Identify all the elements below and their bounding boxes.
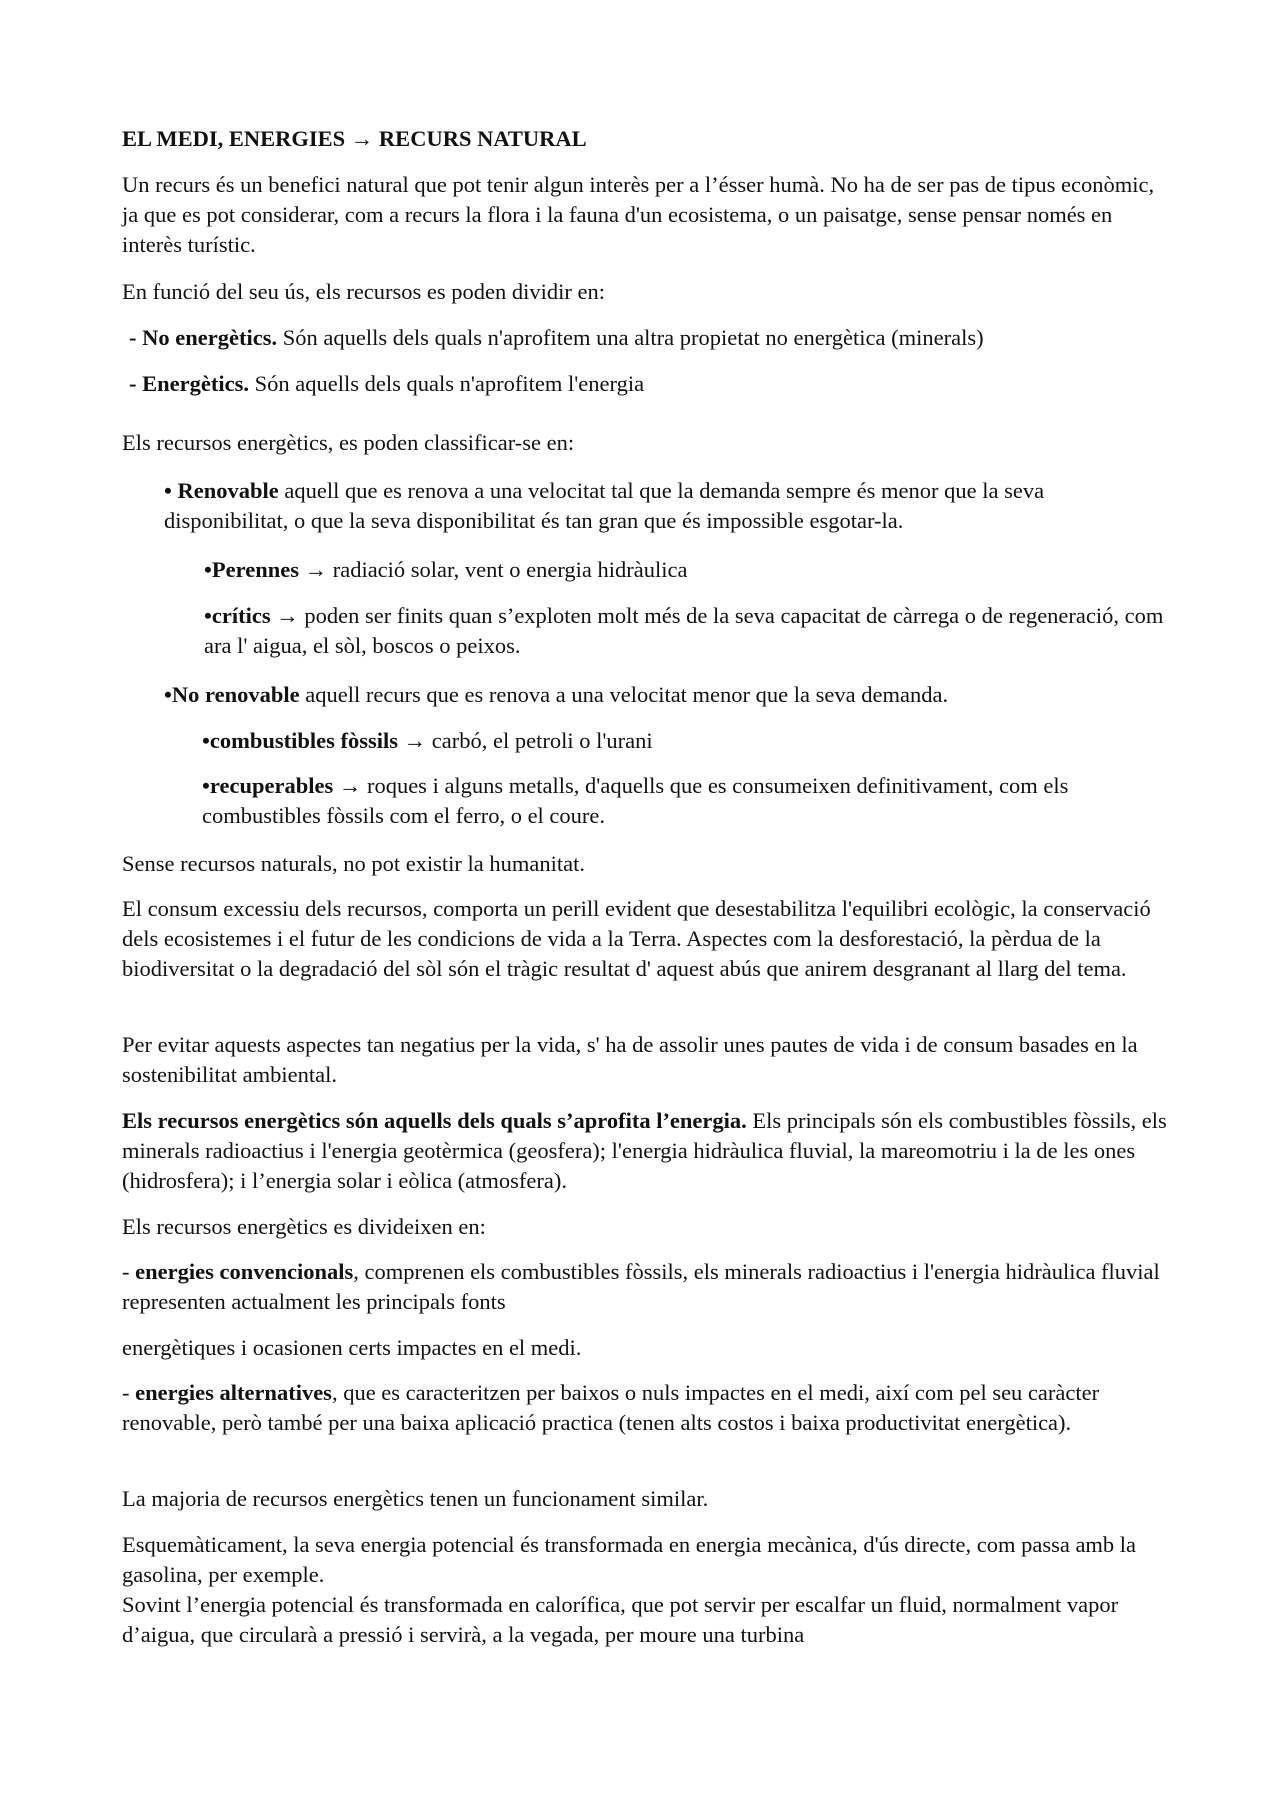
bullet-marker: • — [164, 478, 178, 503]
bullet-combustibles — [202, 726, 1174, 756]
text-renovable: aquell que es renova a una velocitat tal que la demanda sempre és menor que la seva disponibilitat, o que la seva disponibilitat és tan gran que és impossible esgotar-la. — [164, 478, 1045, 533]
list-item-energetics — [129, 369, 1174, 399]
bullet-critics — [204, 601, 1174, 661]
dash-marker: - — [129, 325, 143, 350]
term-convencionals: energies convencionals — [135, 1259, 354, 1284]
term-renovable: Renovable — [177, 478, 279, 503]
term-perennes: Perennes — [211, 557, 299, 582]
term-recuperables: recuperables — [209, 773, 334, 798]
term-alternatives: energies alternatives — [135, 1380, 332, 1405]
text-alternatives: , que es caracteritzen per baixos o nuls impactes en el medi, així com pel seu caràcter renovable, però també per una baixa aplicació practica (tenen alts costos i baixa productivitat energètica). — [122, 1380, 1100, 1435]
dash-marker: - — [122, 1380, 136, 1405]
paragraph-division-intro: En funció del seu ús, els recursos es poden dividir en: — [122, 279, 606, 304]
paragraph-consum: El consum excessiu dels recursos, comporta un perill evident que desestabilitza l'equilibri ecològic, la conservació dels ecosistemes i el futur de les condicions de vida a la Terra. Aspectes com la desforestació, la pèrdua de la biodiversitat o la degradació del sòl són el tràgic resultat d' aquest abús que anirem desgranant al llarg del tema. — [122, 896, 1151, 981]
text-combustibles: → carbó, el petroli o l'urani — [398, 728, 653, 753]
paragraph-evitar: Per evitar aquests aspectes tan negatius per la vida, s' ha de assolir unes pautes de vida i de consum basades en la sostenibilitat ambiental. — [122, 1032, 1138, 1087]
text-energetics: Són aquells dels quals n'aprofitem l'energia — [248, 371, 645, 396]
text-no-renovable: aquell recurs que es renova a una velocitat menor que la seva demanda. — [299, 682, 949, 707]
text-recuperables: → roques i alguns metalls, d'aquells que es consumeixen definitivament, com els combustibles fòssils com el ferro, o el coure. — [202, 773, 1069, 828]
dash-marker: - — [129, 371, 143, 396]
bullet-renovable — [164, 476, 1174, 536]
paragraph-esquema-2: Sovint l’energia potencial és transformada en calorífica, que pot servir per escalfar un fluid, normalment vapor d’aigua, que circularà a pressió i servirà, a la vegada, per moure una turbina — [122, 1592, 1119, 1647]
bullet-perennes — [204, 555, 1174, 585]
bullet-recuperables — [202, 771, 1174, 831]
list-item-alternatives — [122, 1378, 1174, 1438]
bullet-marker: • — [202, 728, 210, 753]
text-recursos: Els principals són els combustibles fòssils, els minerals radioactius i l'energia geotèrmica (geosfera); l'energia hidràulica fluvial, la mareomotriu i la de les ones (hidrosfera); i l’energia solar i eòlica (atmosfera). — [122, 1108, 1167, 1193]
term-no-energetics: No energètics. — [142, 325, 278, 350]
list-item-convencionals — [122, 1257, 1174, 1317]
list-item-no-energetics — [129, 323, 1174, 353]
paragraph-esquema-1: Esquemàticament, la seva energia potencial és transformada en energia mecànica, d'ús directe, com passa amb la gasolina, per exemple. — [122, 1532, 1137, 1587]
paragraph-intro: Un recurs és un benefici natural que pot tenir algun interès per a l’ésser humà. No ha de ser pas de tipus econòmic, ja que es pot considerar, com a recurs la flora i la fauna d'un ecosistema, o un paisatge, sense pensar només en interès turístic. — [122, 172, 1155, 257]
bullet-marker: • — [164, 682, 172, 707]
bold-definition: Els recursos energètics són aquells dels quals s’aprofita l’energia. — [122, 1108, 747, 1133]
bullet-marker: • — [202, 773, 210, 798]
bullet-no-renovable — [164, 680, 1174, 710]
term-energetics: Energètics. — [142, 371, 249, 396]
text-perennes: → radiació solar, vent o energia hidràulica — [298, 557, 688, 582]
paragraph-energetiques: energètiques i ocasionen certs impactes en el medi. — [122, 1335, 582, 1360]
bullet-marker: • — [204, 557, 212, 582]
term-critics: crítics — [211, 603, 271, 628]
paragraph-humanitat: Sense recursos naturals, no pot existir la humanitat. — [122, 851, 586, 876]
bullet-marker: • — [204, 603, 212, 628]
term-combustibles: combustibles fòssils — [209, 728, 399, 753]
dash-marker: - — [122, 1259, 136, 1284]
text-critics: → poden ser finits quan s’exploten molt més de la seva capacitat de càrrega o de regeneració, com ara l' aigua, el sòl, boscos o peixos. — [204, 603, 1164, 658]
document-title: EL MEDI, ENERGIES → RECURS NATURAL — [122, 126, 587, 151]
paragraph-classify-intro: Els recursos energètics, es poden classificar-se en: — [122, 430, 575, 455]
term-no-renovable: No renovable — [171, 682, 300, 707]
paragraph-majoria: La majoria de recursos energètics tenen un funcionament similar. — [122, 1486, 709, 1511]
text-no-energetics: Són aquells dels quals n'aprofitem una altra propietat no energètica (minerals) — [277, 325, 984, 350]
text-convencionals: , comprenen els combustibles fòssils, els minerals radioactius i l'energia hidràulica fluvial representen actualment les principals fonts — [122, 1259, 1160, 1314]
paragraph-recursos-energetics — [122, 1106, 1174, 1196]
paragraph-divideixen: Els recursos energètics es divideixen en: — [122, 1214, 486, 1239]
